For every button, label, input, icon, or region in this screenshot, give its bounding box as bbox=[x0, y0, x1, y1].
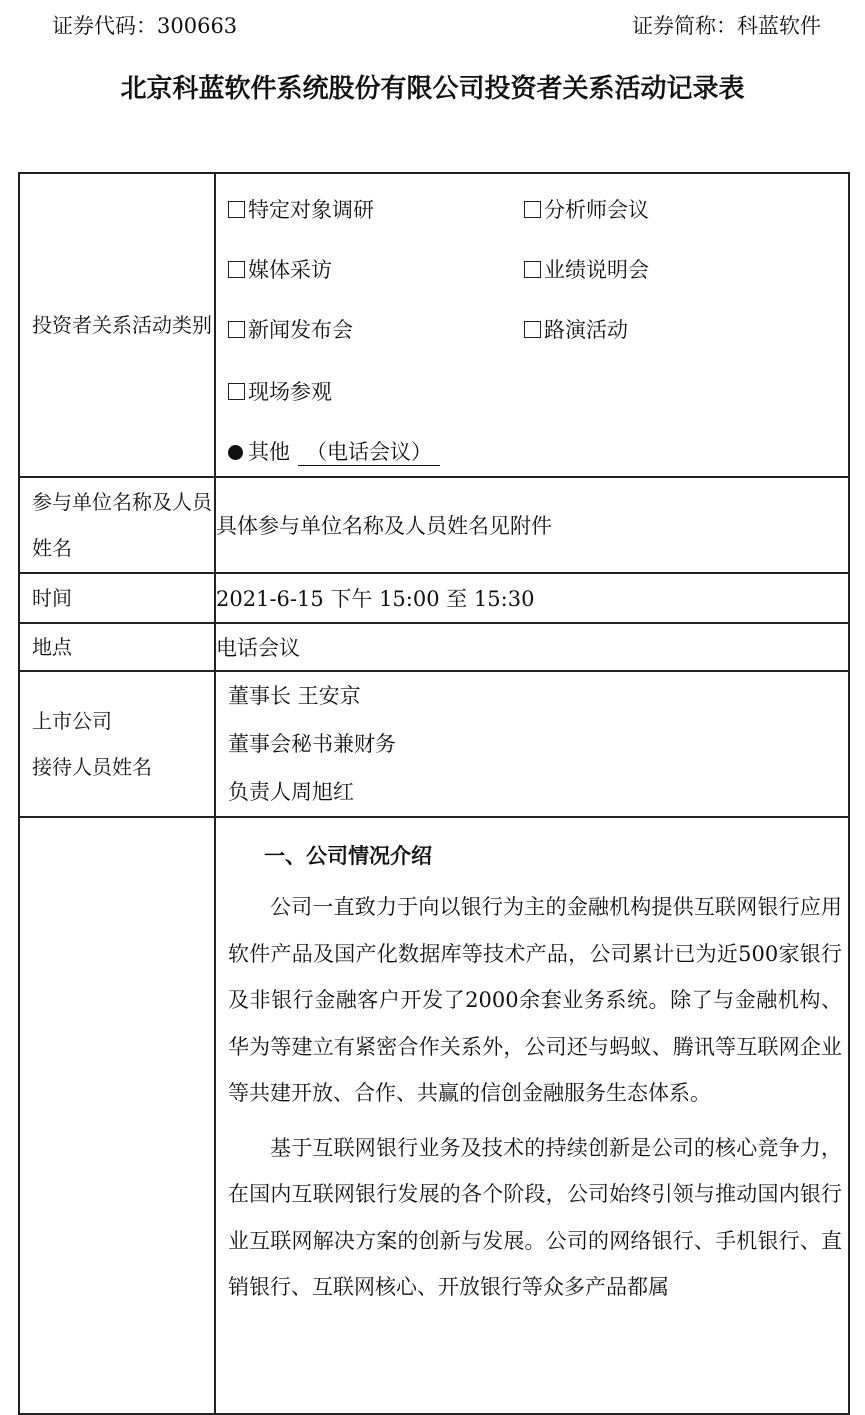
staff-line: 董事会秘书兼财务 bbox=[228, 732, 396, 756]
checkbox-icon bbox=[228, 383, 245, 400]
option-press-conference[interactable] bbox=[228, 314, 353, 344]
option-label: 现场参观 bbox=[248, 380, 332, 404]
checkbox-icon bbox=[524, 261, 541, 278]
activity-category-row bbox=[19, 173, 849, 477]
other-value: （电话会议） bbox=[298, 439, 440, 466]
location-value: 电话会议 bbox=[215, 623, 849, 671]
checkbox-icon bbox=[524, 201, 541, 218]
checkbox-icon bbox=[228, 201, 245, 218]
record-table bbox=[18, 172, 850, 1415]
option-label: 新闻发布会 bbox=[248, 318, 353, 342]
content-body bbox=[215, 817, 849, 1414]
option-media-interview[interactable] bbox=[228, 254, 332, 284]
staff-line: 负责人周旭红 bbox=[228, 780, 354, 804]
location-label: 地点 bbox=[19, 623, 215, 671]
activity-category-label: 投资者关系活动类别 bbox=[19, 173, 215, 477]
stock-code: 证券代码：300663 bbox=[52, 14, 238, 38]
location-row bbox=[19, 623, 849, 671]
option-label: 业绩说明会 bbox=[544, 258, 649, 282]
option-earnings-briefing[interactable] bbox=[524, 254, 649, 284]
content-paragraph: 公司一直致力于向以银行为主的金融机构提供互联网银行应用软件产品及国产化数据库等技术产品，公司累计已为近500家银行及非银行金融客户开发了2000余套业务系统。除了与金融机构、华为等建立有紧密合作关系外，公司还与蚂蚁、腾讯等互联网企业等共建开放、合作、共赢的信创金融服务生态体系。 bbox=[228, 895, 842, 1105]
option-label: 媒体采访 bbox=[248, 258, 332, 282]
time-row bbox=[19, 573, 849, 623]
checkbox-icon bbox=[524, 321, 541, 338]
option-label: 特定对象调研 bbox=[248, 198, 374, 222]
reception-row bbox=[19, 671, 849, 817]
reception-label-line2: 接待人员姓名 bbox=[32, 755, 152, 779]
time-label: 时间 bbox=[19, 573, 215, 623]
checkbox-icon bbox=[228, 261, 245, 278]
activity-category-options bbox=[215, 173, 849, 477]
option-label: 分析师会议 bbox=[544, 198, 649, 222]
document-title: 北京科蓝软件系统股份有限公司投资者关系活动记录表 bbox=[120, 74, 745, 104]
section-title: 一、公司情况介绍 bbox=[264, 844, 432, 868]
option-label: 其他 bbox=[248, 440, 290, 464]
staff-line: 董事长 王安京 bbox=[228, 684, 361, 708]
participants-label: 参与单位名称及人员姓名 bbox=[19, 477, 215, 573]
option-label: 路演活动 bbox=[544, 318, 628, 342]
content-label bbox=[19, 817, 215, 1414]
reception-label bbox=[19, 671, 215, 817]
participants-value: 具体参与单位名称及人员姓名见附件 bbox=[215, 477, 849, 573]
content-paragraph: 基于互联网银行业务及技术的持续创新是公司的核心竞争力，在国内互联网银行发展的各个阶段，公司始终引领与推动国内银行业互联网解决方案的创新与发展。公司的网络银行、手机银行、直销银行、互联网核心、开放银行等众多产品都属 bbox=[228, 1135, 842, 1299]
option-site-visit[interactable] bbox=[228, 376, 332, 406]
reception-staff bbox=[215, 671, 849, 817]
participants-row bbox=[19, 477, 849, 573]
stock-short-name: 证券简称：科蓝软件 bbox=[632, 14, 821, 38]
option-other[interactable] bbox=[228, 436, 440, 466]
content-row bbox=[19, 817, 849, 1414]
time-value: 2021-6-15 下午 15:00 至 15:30 bbox=[215, 573, 849, 623]
option-roadshow[interactable] bbox=[524, 314, 628, 344]
reception-label-line1: 上市公司 bbox=[32, 709, 112, 733]
checkbox-icon bbox=[228, 321, 245, 338]
option-specific-research[interactable] bbox=[228, 194, 374, 224]
option-analyst-meeting[interactable] bbox=[524, 194, 649, 224]
filled-circle-icon bbox=[228, 445, 243, 460]
